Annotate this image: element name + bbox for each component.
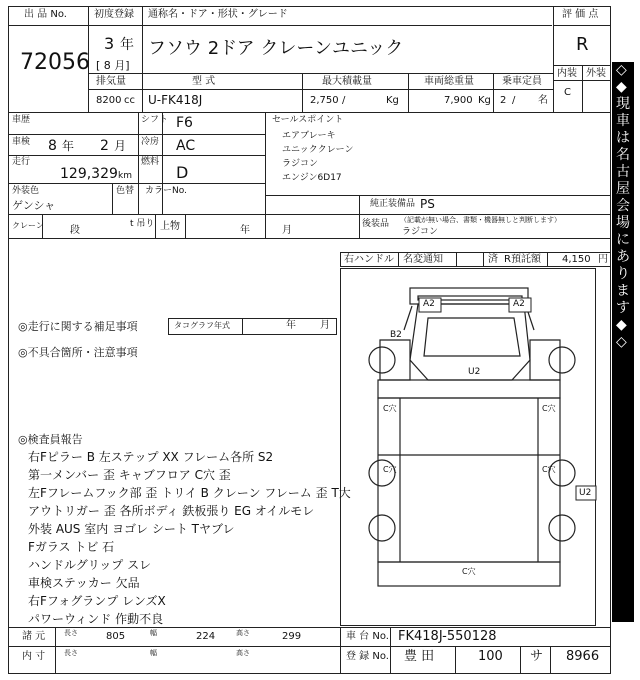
length: 805 [106,631,126,642]
capacity: 2 [500,95,507,106]
fuel-label: 燃料 [141,157,160,167]
aftermarket: ラジコン [402,227,439,237]
grade-label: 評 価 点 [562,9,599,20]
inspector-label: ◎検査員報告 [18,433,83,446]
report-line: アウトリガー 歪 各所ボディ 鉄板張り EG オイルモレ [28,504,315,518]
ext-color-label: 外装色 [12,186,40,196]
ac: AC [176,138,196,154]
plate-label: 登 録 No. [346,651,389,662]
report-line: 右Fピラー B 左ステップ XX フレーム各所 S2 [28,450,274,464]
mileage-label: 走行 [12,157,31,167]
mark-bed-right-upper: C穴 [542,404,556,413]
first-reg-month: [ 8 月] [96,59,130,72]
sales-point-item: エンジン6D17 [282,173,342,183]
report-line: 第一メンバー 歪 キャブフロア C穴 歪 [28,468,231,482]
tacho-month-unit: 月 [320,320,330,331]
int-height-label: 高さ [236,649,250,657]
recycle-fee-unit: 円 [598,254,608,265]
height-label: 高さ [236,629,250,637]
report-line: パワーウィンド 作動不良 [28,612,164,626]
year-unit: 年 [120,37,134,53]
mark-bed-left-upper: C穴 [383,404,397,413]
ext-color: ゲンシャ [12,199,56,212]
max-load: 2,750 [310,95,339,106]
lift-year-unit: 年 [240,225,250,236]
report-line: 外装 AUS 室内 ヨゴレ シート Tヤブレ [28,522,235,536]
shift: F6 [176,115,193,131]
gross-weight-unit: Kg [478,95,491,106]
plate-class: 100 [478,649,503,664]
name-change-notice: 名変通知 [403,254,443,265]
model: U-FK418J [148,93,203,107]
aftermarket-note: （記載が無い場合、書類・機器無しと判断します） [400,216,561,224]
lift-month-unit: 月 [282,225,292,236]
tacho-label: タコグラフ年式 [174,321,230,330]
lot-number: 72056 [20,50,90,75]
dims-label: 諸 元 [22,631,46,642]
defects-label: ◎不具合箇所・注意事項 [18,346,138,359]
genuine-equipment-label: 純正装備品 [370,199,416,209]
inspection-year: 8 [48,138,57,154]
interior-grade: C [564,87,571,98]
recycle-fee: 4,150 [562,254,591,265]
mark-front-left: A2 [423,299,435,309]
mark-bed-right-lower: C穴 [542,465,556,474]
vehicle-name: フソウ 2ドア クレーンユニック [148,38,404,59]
chassis-number: FK418J-550128 [398,629,497,644]
sales-point-item: ユニッククレーン [282,145,354,155]
genuine-equipment: PS [420,197,435,211]
sales-point-item: ラジコン [282,159,319,169]
exterior-grade-label: 外装 [586,68,606,79]
mark-bed-left-lower: C穴 [383,465,397,474]
inspection-month-unit: 月 [114,139,127,153]
inspection-month: 2 [100,138,109,154]
shift-label: シフト [141,115,169,125]
displacement-unit: cc [124,95,135,106]
report-line: 車検ステッカー 欠品 [28,576,140,590]
mileage: 129,329 [60,166,118,182]
width-label: 幅 [150,629,157,637]
report-line: Fガラス トビ 石 [28,540,115,554]
max-load-label: 最大積載量 [322,76,372,87]
displacement-label: 排気量 [96,76,126,87]
max-load-unit: Kg [386,95,399,106]
gross-weight-label: 車両総重量 [424,76,474,87]
capacity-label: 乗車定員 [502,76,542,87]
report-line: ハンドルグリップ スレ [28,558,152,572]
interior-grade-label: 内装 [557,68,577,79]
inspection-label: 車検 [12,137,31,147]
displacement: 8200 [96,95,122,106]
mark-cab: B2 [390,330,402,340]
sales-point-item: エアブレーキ [282,131,336,141]
mark-front-right: A2 [513,299,525,309]
plate-number: 8966 [566,649,600,664]
sales-points-label: セールスポイント [272,115,344,125]
crane-label: クレーン [12,221,44,230]
inspection-year-unit: 年 [62,139,75,153]
chassis-label: 車 台 No. [346,631,389,642]
first-reg-year: 3 [104,34,115,53]
mark-rear: C穴 [462,567,476,576]
model-label: 型 式 [192,76,216,87]
aftermarket-label: 後装品 [362,219,390,229]
height: 299 [282,631,302,642]
mark-bed-front: U2 [468,367,481,377]
location-banner: ◇ ◆ 現 車 は 名 古 屋 会 場 に あ り ま す ◆ ◇ [612,62,634,622]
supplement-label: ◎走行に関する補足事項 [18,320,138,333]
capacity-unit: 名 [538,95,548,106]
length-label: 長さ [64,629,78,637]
ac-label: 冷房 [141,137,160,147]
report-line: 左Fフレームフック部 歪 トリイ B クレーン フレーム 歪 T大 [28,486,351,500]
crane-stage-unit: 段 [70,225,80,236]
tacho-year-unit: 年 [286,320,296,331]
interior-dims-label: 内 寸 [22,651,46,662]
report-line: 右Fフォグランプ レンズX [28,594,166,608]
plate-region: 豊 田 [404,649,435,664]
width: 224 [196,631,216,642]
int-width-label: 幅 [150,649,157,657]
name-label: 通称名・ドア・形状・グレード [148,9,288,20]
plate-kana: サ [530,649,544,664]
crane-ton-unit: t 吊り [130,219,155,229]
first-reg-label: 初度登録 [94,9,134,20]
lot-label: 出 品 No. [24,9,67,20]
fuel: D [176,163,189,182]
lift-label: 上物 [160,221,180,232]
recycle-status: 済 [488,254,498,265]
recycle-fee-label: R預託額 [504,254,541,265]
color-change-label: 色替 [116,186,135,196]
grade-value: R [576,34,589,55]
mark-right-side: U2 [579,488,592,498]
mileage-unit: km [118,171,132,181]
history-label: 車歴 [12,115,31,125]
gross-weight: 7,900 [444,95,473,106]
steering: 右ハンドル [344,254,394,265]
int-length-label: 長さ [64,649,78,657]
color-no-label: カラーNo. [145,186,187,196]
